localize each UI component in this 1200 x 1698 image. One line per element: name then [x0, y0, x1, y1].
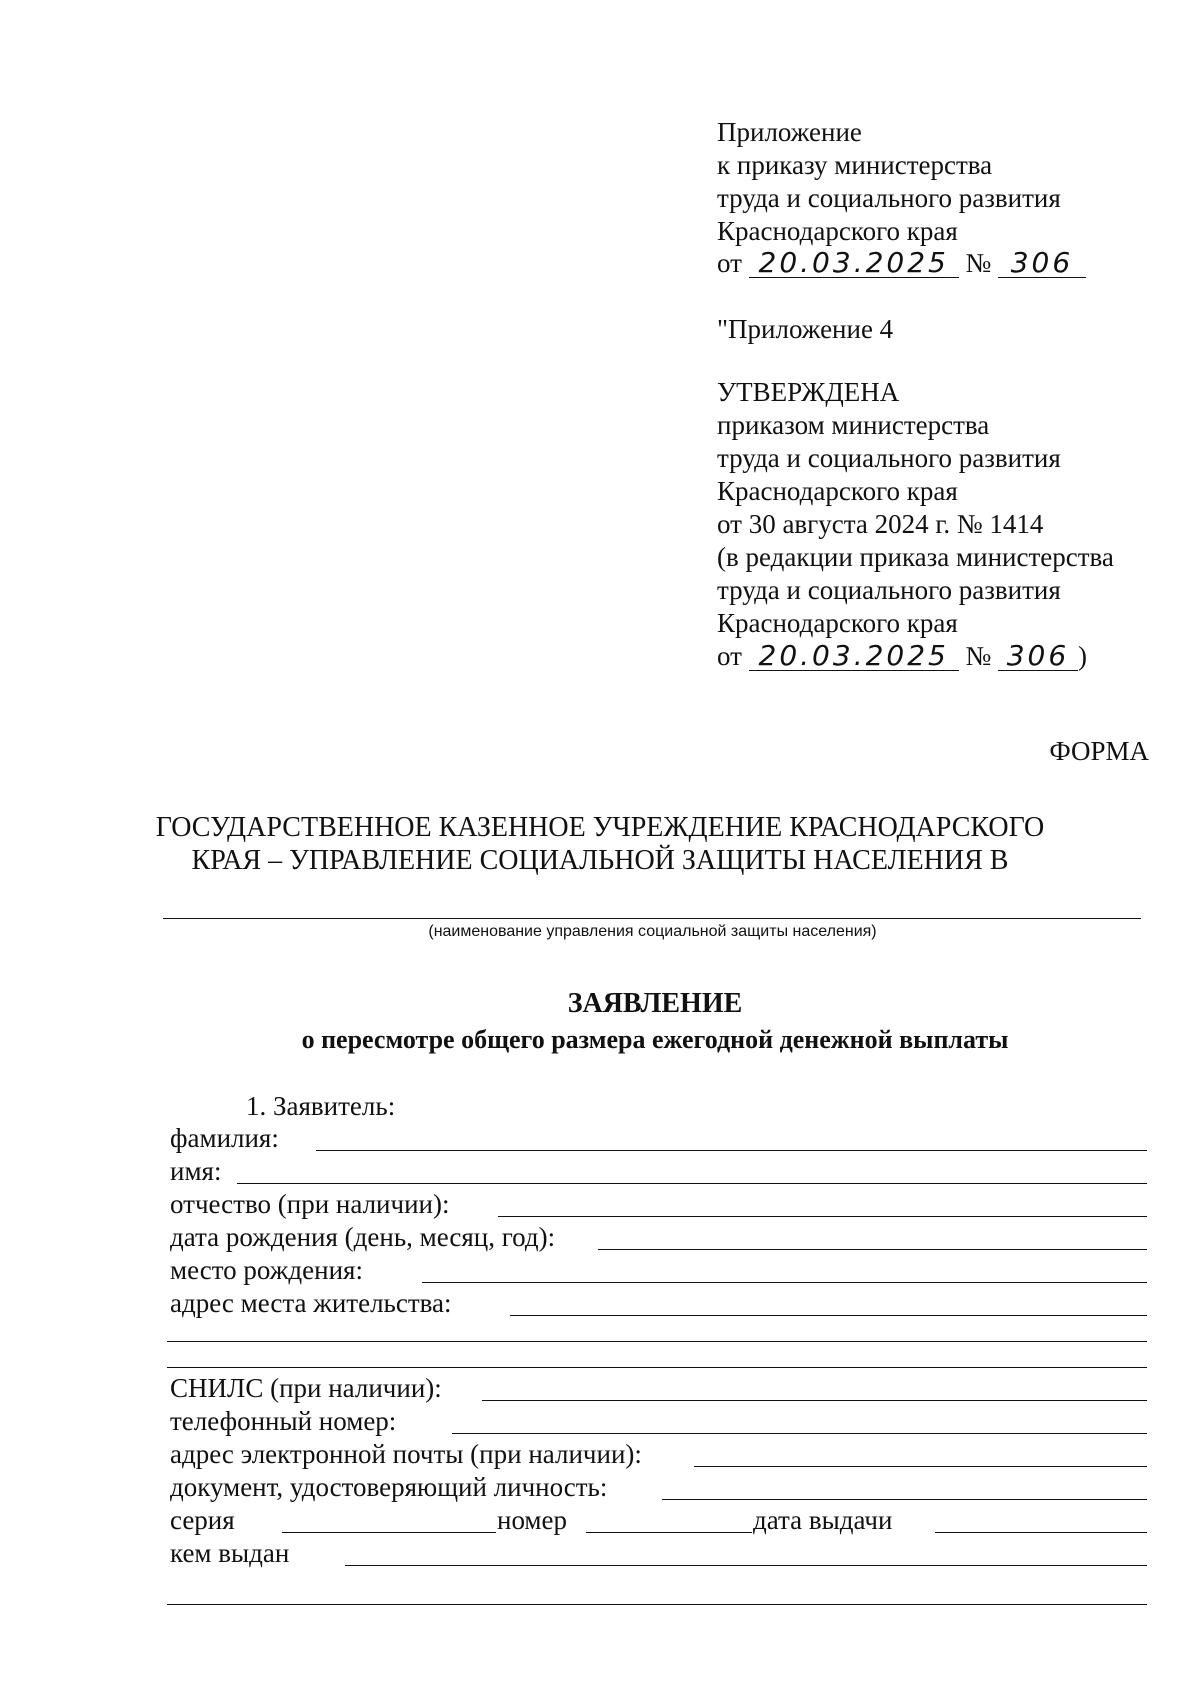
issue-date-field[interactable] [935, 1532, 1147, 1533]
address-field[interactable] [510, 1315, 1147, 1316]
issue-date-label: дата выдачи [753, 1505, 893, 1535]
order-date-line [717, 247, 1086, 280]
appendix-4-label: "Приложение 4 [717, 314, 894, 344]
snils-field[interactable] [482, 1400, 1147, 1401]
series-field[interactable] [282, 1532, 496, 1533]
birth-place-field[interactable] [422, 1282, 1147, 1283]
id-document-field[interactable] [662, 1499, 1147, 1500]
approved-label: УТВЕРЖДЕНА [717, 377, 900, 407]
document-subtitle: о пересмотре общего размера ежегодной денежной выплаты [301, 1025, 1009, 1054]
birth-place-label: место рождения: [170, 1255, 363, 1285]
edition-line: (в редакции приказа министерства [717, 542, 1114, 572]
edition-region-line: Краснодарского края [717, 608, 958, 638]
by-order-line: приказом министерства [717, 410, 990, 440]
phone-field[interactable] [452, 1433, 1147, 1434]
edition-from-prefix: от [717, 641, 742, 671]
address-field-line-3[interactable] [167, 1367, 1147, 1368]
organization-line-1: ГОСУДАРСТВЕННОЕ КАЗЕННОЕ УЧРЕЖДЕНИЕ КРАСНОДАРСКОГО [155, 812, 1045, 843]
closing-paren: ) [1077, 641, 1087, 671]
birth-date-label: дата рождения (день, месяц, год): [170, 1222, 556, 1252]
edition-ministry-line: труда и социального развития [717, 575, 1061, 605]
patronymic-field[interactable] [498, 1216, 1147, 1217]
approval-region-line: Краснодарского края [717, 476, 958, 506]
issued-by-field-line-2[interactable] [167, 1604, 1147, 1605]
address-field-line-2[interactable] [167, 1341, 1147, 1342]
approval-ministry-line: труда и социального развития [717, 443, 1061, 473]
address-label: адрес места жительства: [170, 1288, 452, 1318]
name-field[interactable] [237, 1183, 1147, 1184]
edition-date-line [717, 640, 1087, 673]
organization-name-line [163, 918, 1141, 919]
patronymic-label: отчество (при наличии): [170, 1189, 450, 1219]
handwritten-edition-number: 306 [998, 642, 1078, 671]
to-order-line: к приказу министерства [717, 150, 993, 180]
name-label: имя: [170, 1156, 222, 1186]
edition-number-sign: № [965, 641, 992, 671]
phone-label: телефонный номер: [170, 1406, 397, 1436]
form-label: ФОРМА [1049, 736, 1149, 766]
number-label: номер [497, 1505, 568, 1535]
organization-caption: (наименование управления социальной защиты населения) [428, 923, 877, 940]
snils-label: СНИЛС (при наличии): [170, 1373, 442, 1403]
email-label: адрес электронной почты (при наличии): [170, 1439, 642, 1469]
region-line: Краснодарского края [717, 216, 958, 246]
issued-by-field[interactable] [345, 1565, 1147, 1566]
surname-label: фамилия: [170, 1123, 279, 1153]
issued-by-label: кем выдан [170, 1538, 290, 1568]
birth-date-field[interactable] [598, 1249, 1147, 1250]
from-prefix: от [717, 248, 742, 278]
appendix-label: Приложение [717, 117, 862, 147]
series-label: серия [170, 1505, 235, 1535]
id-document-label: документ, удостоверяющий личность: [170, 1472, 608, 1502]
surname-field[interactable] [316, 1150, 1147, 1151]
number-sign: № [965, 248, 992, 278]
ministry-line: труда и социального развития [717, 183, 1061, 213]
applicant-section-label: 1. Заявитель: [246, 1091, 396, 1121]
number-field[interactable] [586, 1532, 752, 1533]
original-order-line: от 30 августа 2024 г. № 1414 [717, 509, 1044, 539]
email-field[interactable] [694, 1466, 1147, 1467]
handwritten-edition-date: 20.03.2025 [749, 642, 959, 671]
document-title: ЗАЯВЛЕНИЕ [567, 988, 743, 1019]
organization-line-2: КРАЯ – УПРАВЛЕНИЕ СОЦИАЛЬНОЙ ЗАЩИТЫ НАСЕЛЕНИЯ В [191, 845, 1009, 876]
handwritten-order-date: 20.03.2025 [749, 249, 959, 278]
handwritten-order-number: 306 [998, 249, 1086, 278]
